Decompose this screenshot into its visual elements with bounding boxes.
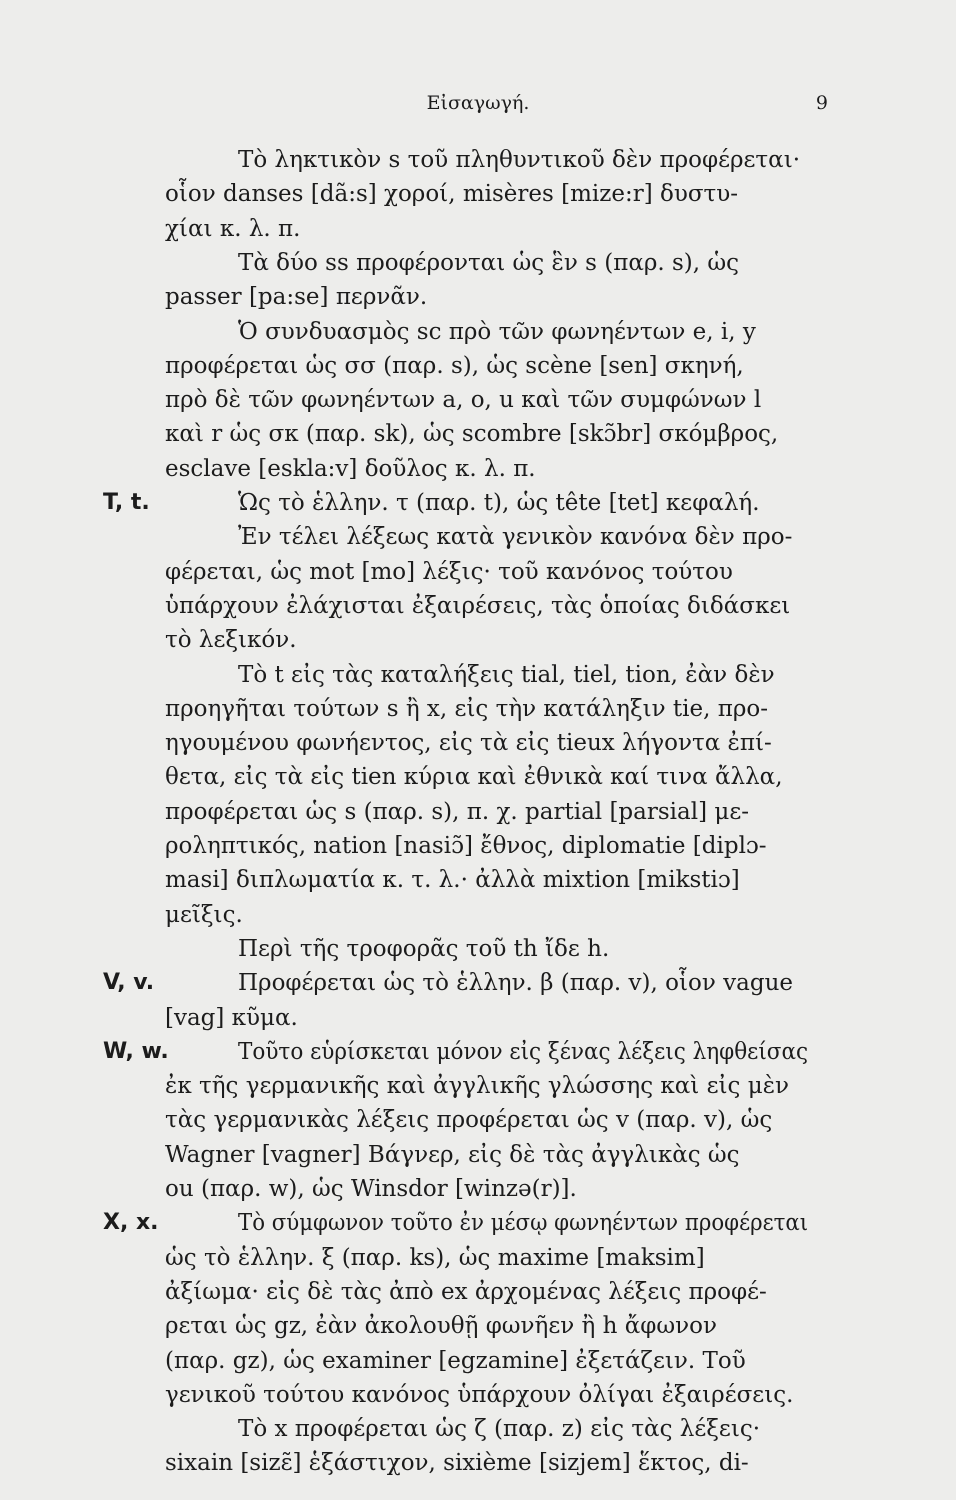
text-line: [0, 1069, 956, 1103]
line-text: ροληπτικός, nation [nasiɔ̃] ἔθνος, diplomatie [diplɔ-: [165, 833, 767, 859]
text-line: [0, 417, 956, 451]
line-text: οἷον danses [dã:s] χοροί, misères [mize:r] δυστυ-: [165, 181, 739, 208]
text-line: [0, 1138, 956, 1172]
line-text: προηγῆται τούτων s ἢ x, εἰς τὴν κατάληξιν tie, προ-: [165, 695, 769, 722]
text-line: [0, 452, 956, 486]
line-text: Τοῦτο εὑρίσκεται μόνον εἰς ξένας λέξεις ληφθείσας: [238, 1038, 809, 1065]
running-title: Εἰσαγωγή.: [426, 92, 530, 114]
text-line: [0, 1378, 956, 1412]
line-text: Τὰ δύο ss προφέρονται ὡς ἓν s (παρ. s), ὡς: [238, 249, 740, 276]
line-text: γενικοῦ τούτου κανόνος ὑπάρχουν ὀλίγαι ἐξαιρέσεις.: [165, 1381, 794, 1408]
text-line: [0, 932, 956, 966]
text-line: [0, 143, 956, 177]
text-line: [0, 520, 956, 554]
text-line: [0, 349, 956, 383]
line-text: ou (παρ. w), ὡς Winsdor [winzə(r)].: [165, 1176, 577, 1202]
page-number: 9: [815, 92, 828, 114]
text-line: [0, 623, 956, 657]
line-text: sixain [sizɛ̃] ἑξάστιχον, sixième [sizjem] ἕκτος, di-: [165, 1450, 749, 1477]
text-line: [0, 1172, 956, 1206]
page-header: [0, 92, 956, 122]
line-text: masi] διπλωματία κ. τ. λ.· ἀλλὰ mixtion [mikstiɔ]: [165, 867, 740, 894]
line-text: Τὸ ληκτικὸν s τοῦ πληθυντικοῦ δὲν προφέρεται·: [238, 147, 801, 173]
text-line: [0, 1412, 956, 1446]
line-text: χίαι κ. λ. π.: [165, 215, 301, 242]
line-text: Wagner [vagner] Βάγνερ, εἰς δὲ τὰς ἀγγλικὰς ὡς: [165, 1141, 740, 1168]
text-line: [0, 1103, 956, 1137]
text-line: [0, 280, 956, 314]
line-text: θετα, εἰς τὰ εἰς tien κύρια καὶ ἐθνικὰ καί τινα ἄλλα,: [165, 764, 783, 791]
text-line: [0, 1446, 956, 1480]
line-text: passer [pa:se] περνᾶν.: [165, 284, 428, 311]
text-line: [0, 1206, 956, 1240]
line-text: Τὸ x προφέρεται ὡς ζ (παρ. z) εἰς τὰς λέξεις·: [238, 1416, 761, 1443]
text-line: [0, 726, 956, 760]
text-line: [0, 486, 956, 520]
line-text: [vag] κῦμα.: [165, 1004, 298, 1031]
letter-heading: T, t.: [103, 490, 150, 515]
line-text: προφέρεται ὡς s (παρ. s), π. χ. partial [parsial] με-: [165, 798, 750, 825]
text-line: [0, 863, 956, 897]
text-line: [0, 795, 956, 829]
text-line: [0, 760, 956, 794]
text-line: [0, 692, 956, 726]
text-line: [0, 1001, 956, 1035]
text-line: [0, 1344, 956, 1378]
line-text: ὡς τὸ ἑλλην. ξ (παρ. ks), ὡς maxime [maksim]: [165, 1244, 705, 1271]
text-line: [0, 1309, 956, 1343]
line-text: φέρεται, ὡς mot [mo] λέξις· τοῦ κανόνος τούτου: [165, 558, 733, 585]
line-text: ὑπάρχουν ἐλάχισται ἐξαιρέσεις, τὰς ὁποίας διδάσκει: [165, 592, 791, 619]
line-text: Ὁ συνδυασμὸς sc πρὸ τῶν φωνηέντων e, i, y: [238, 318, 756, 345]
letter-heading: V, v.: [103, 970, 155, 996]
text-line: [0, 589, 956, 623]
line-text: μεῖξις.: [165, 901, 243, 928]
line-text: Τὸ σύμφωνον τοῦτο ἐν μέσῳ φωνηέντων προφέρεται: [238, 1210, 809, 1237]
text-line: [0, 1035, 956, 1069]
line-text: ρεται ὡς gz, ἐὰν ἀκολουθῇ φωνῆεν ἢ h ἄφωνον: [165, 1313, 717, 1340]
line-text: ηγουμένου φωνήεντος, εἰς τὰ εἰς tieux λήγοντα ἐπί-: [165, 730, 772, 757]
line-text: πρὸ δὲ τῶν φωνηέντων a, o, u καὶ τῶν συμφώνων l: [165, 387, 762, 414]
line-text: προφέρεται ὡς σσ (παρ. s), ὡς scène [sen] σκηνή,: [165, 352, 744, 379]
text-line: [0, 966, 956, 1000]
line-text: τὰς γερμανικὰς λέξεις προφέρεται ὡς v (παρ. v), ὡς: [165, 1107, 773, 1134]
text-line: [0, 555, 956, 589]
text-line: [0, 898, 956, 932]
text-line: [0, 1241, 956, 1275]
line-text: τὸ λεξικόν.: [165, 627, 297, 654]
text-line: [0, 829, 956, 863]
text-line: [0, 177, 956, 211]
line-text: Ὡς τὸ ἑλλην. τ (παρ. t), ὡς tête [tet] κεφαλή.: [238, 490, 760, 516]
line-text: Περὶ τῆς τροφορᾶς τοῦ th ἴδε h.: [238, 935, 610, 962]
line-text: Ἐν τέλει λέξεως κατὰ γενικὸν κανόνα δὲν προ-: [238, 524, 793, 551]
text-line: [0, 658, 956, 692]
text-line: [0, 1275, 956, 1309]
line-text: ἐκ τῆς γερμανικῆς καὶ ἀγγλικῆς γλώσσης καὶ εἰς μὲν: [165, 1073, 790, 1100]
line-text: Προφέρεται ὡς τὸ ἑλλην. β (παρ. v), οἷον vague: [238, 970, 793, 997]
line-text: esclave [eskla:v] δοῦλος κ. λ. π.: [165, 455, 536, 482]
line-text: καὶ r ὡς σκ (παρ. sk), ὡς scombre [skɔ̃br] σκόμβρος,: [165, 421, 779, 448]
text-line: [0, 246, 956, 280]
line-text: ἀξίωμα· εἰς δὲ τὰς ἀπὸ ex ἀρχομένας λέξεις προφέ-: [165, 1278, 767, 1305]
line-text: Τὸ t εἰς τὰς καταλήξεις tial, tiel, tion, ἐὰν δὲν: [238, 661, 775, 688]
letter-heading: X, x.: [103, 1210, 159, 1236]
text-line: [0, 212, 956, 246]
line-text: (παρ. gz), ὡς examiner [egzamine] ἐξετάζειν. Τοῦ: [165, 1347, 746, 1374]
letter-heading: W, w.: [103, 1038, 169, 1064]
text-line: [0, 383, 956, 417]
text-line: [0, 315, 956, 349]
